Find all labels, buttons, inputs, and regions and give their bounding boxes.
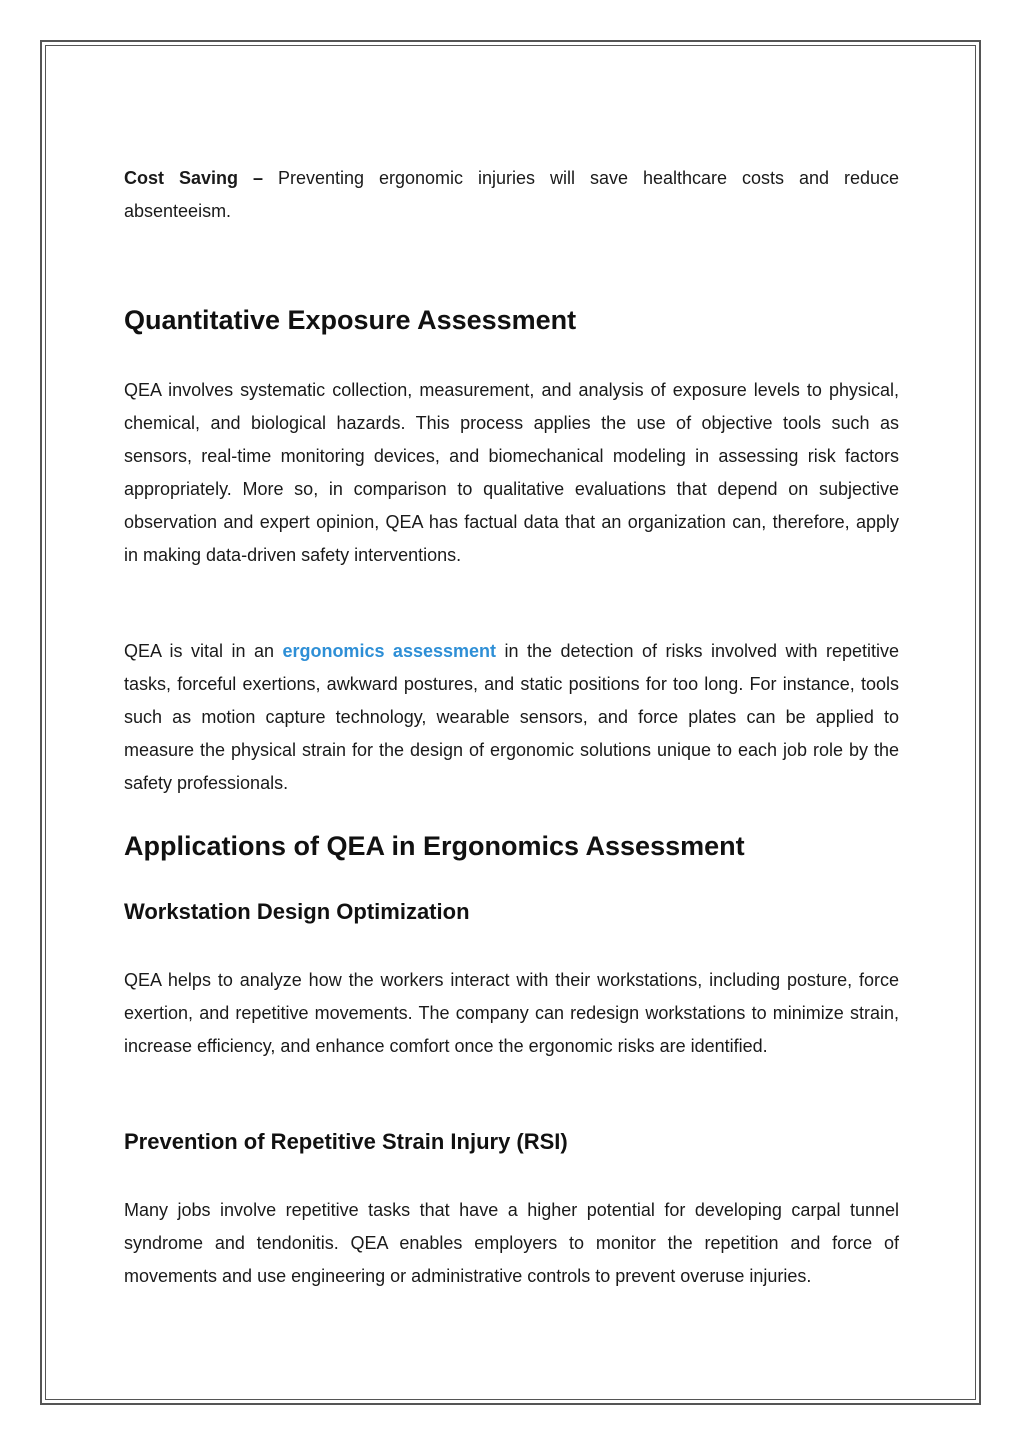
ergonomics-assessment-link[interactable]: ergonomics assessment bbox=[282, 641, 497, 661]
rsi-heading: Prevention of Repetitive Strain Injury (RSI) bbox=[124, 1129, 568, 1154]
cost-saving-paragraph bbox=[124, 162, 899, 228]
workstation-heading: Workstation Design Optimization bbox=[124, 899, 470, 924]
cost-saving-text: Preventing ergonomic injuries will save healthcare costs and reduce absenteeism. bbox=[124, 168, 900, 221]
qea-paragraph-2-after: in the detection of risks involved with repetitive tasks, forceful exertions, awkward postures, and static positions for too long. For instance, tools such as motion capture technology, wearable sensors, and force plates can be applied to measure the physical strain for the design of ergonomic solutions unique to each job role by the safety professionals. bbox=[124, 641, 899, 793]
qea-heading: Quantitative Exposure Assessment bbox=[124, 305, 577, 335]
document-content bbox=[124, 162, 899, 1293]
qea-paragraph-1: QEA involves systematic collection, measurement, and analysis of exposure levels to physical, chemical, and biological hazards. This process applies the use of objective tools such as sensors, real-time monitoring devices, and biomechanical modeling in assessing risk factors appropriately. More so, in comparison to qualitative evaluations that depend on subjective observation and expert opinion, QEA has factual data that an organization can, therefore, apply in making data-driven safety interventions. bbox=[124, 380, 899, 565]
workstation-paragraph: QEA helps to analyze how the workers interact with their workstations, including posture, force exertion, and repetitive movements. The company can redesign workstations to minimize strain, increase efficiency, and enhance comfort once the ergonomic risks are identified. bbox=[124, 970, 899, 1056]
rsi-paragraph: Many jobs involve repetitive tasks that have a higher potential for developing carpal tunnel syndrome and tendonitis. QEA enables employers to monitor the repetition and force of movements and use engineering or administrative controls to prevent overuse injuries. bbox=[124, 1200, 899, 1286]
qea-paragraph-2-before: QEA is vital in an bbox=[124, 641, 283, 661]
cost-saving-label: Cost Saving – bbox=[124, 168, 263, 188]
qea-paragraph-2 bbox=[124, 635, 899, 800]
applications-heading: Applications of QEA in Ergonomics Assessment bbox=[124, 831, 745, 861]
